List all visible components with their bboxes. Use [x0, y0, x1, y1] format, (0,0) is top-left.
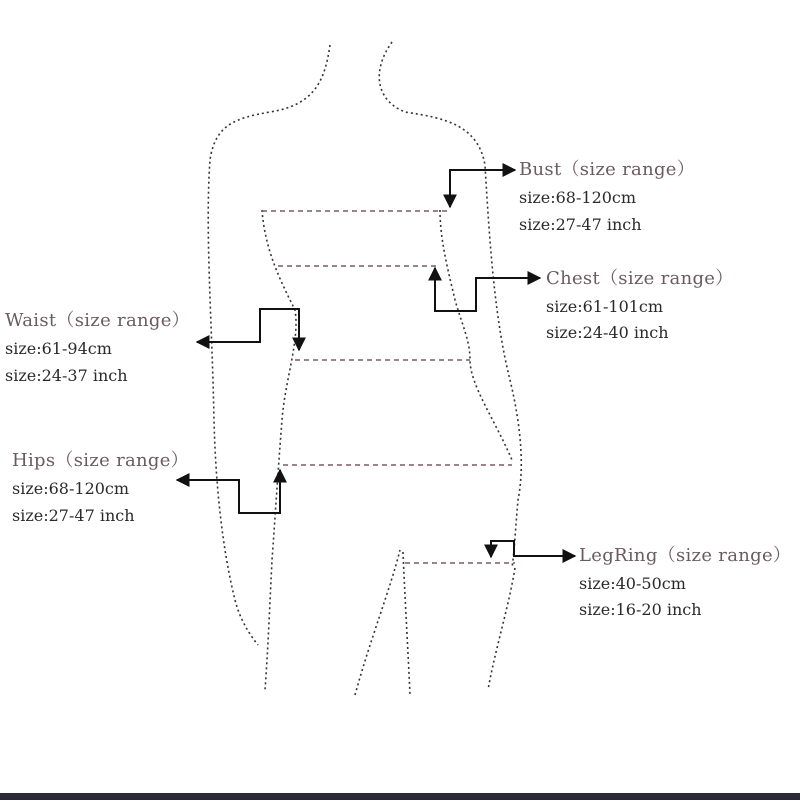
legring-title: LegRing（size range） — [579, 545, 792, 566]
inner-leg-outline — [403, 552, 410, 695]
left-leg-outline — [355, 550, 400, 695]
hips-size-cm: size:68-120cm — [12, 479, 130, 498]
chest-title: Chest（size range） — [546, 268, 734, 289]
bust-title: Bust（size range） — [519, 159, 696, 180]
legring-size-inch: size:16-20 inch — [579, 600, 702, 619]
right-leg-outline — [488, 568, 515, 690]
hips-title: Hips（size range） — [12, 450, 189, 471]
bust-size-cm: size:68-120cm — [519, 188, 637, 207]
waist-arrow — [197, 309, 299, 350]
bust-size-inch: size:27-47 inch — [519, 215, 642, 234]
bust-arrow — [450, 170, 515, 207]
body-silhouette — [208, 42, 521, 695]
hips-arrow — [177, 470, 280, 513]
hips-size-inch: size:27-47 inch — [12, 506, 135, 525]
chest-size-inch: size:24-40 inch — [546, 323, 669, 342]
chest-size-cm: size:61-101cm — [546, 297, 664, 316]
waist-title: Waist（size range） — [5, 310, 190, 331]
chest-arrow — [435, 268, 540, 311]
leader-arrows — [177, 170, 575, 557]
waist-size-cm: size:61-94cm — [5, 339, 112, 358]
waist-size-inch: size:24-37 inch — [5, 366, 128, 385]
left-torso-inner-outline — [262, 210, 296, 690]
bottom-border-bar — [0, 793, 800, 800]
left-neck-shoulder-outline — [208, 45, 330, 645]
right-torso-inner-outline — [440, 210, 512, 460]
legring-arrow — [491, 541, 575, 557]
legring-size-cm: size:40-50cm — [579, 574, 686, 593]
right-neck-shoulder-outline — [379, 42, 521, 568]
